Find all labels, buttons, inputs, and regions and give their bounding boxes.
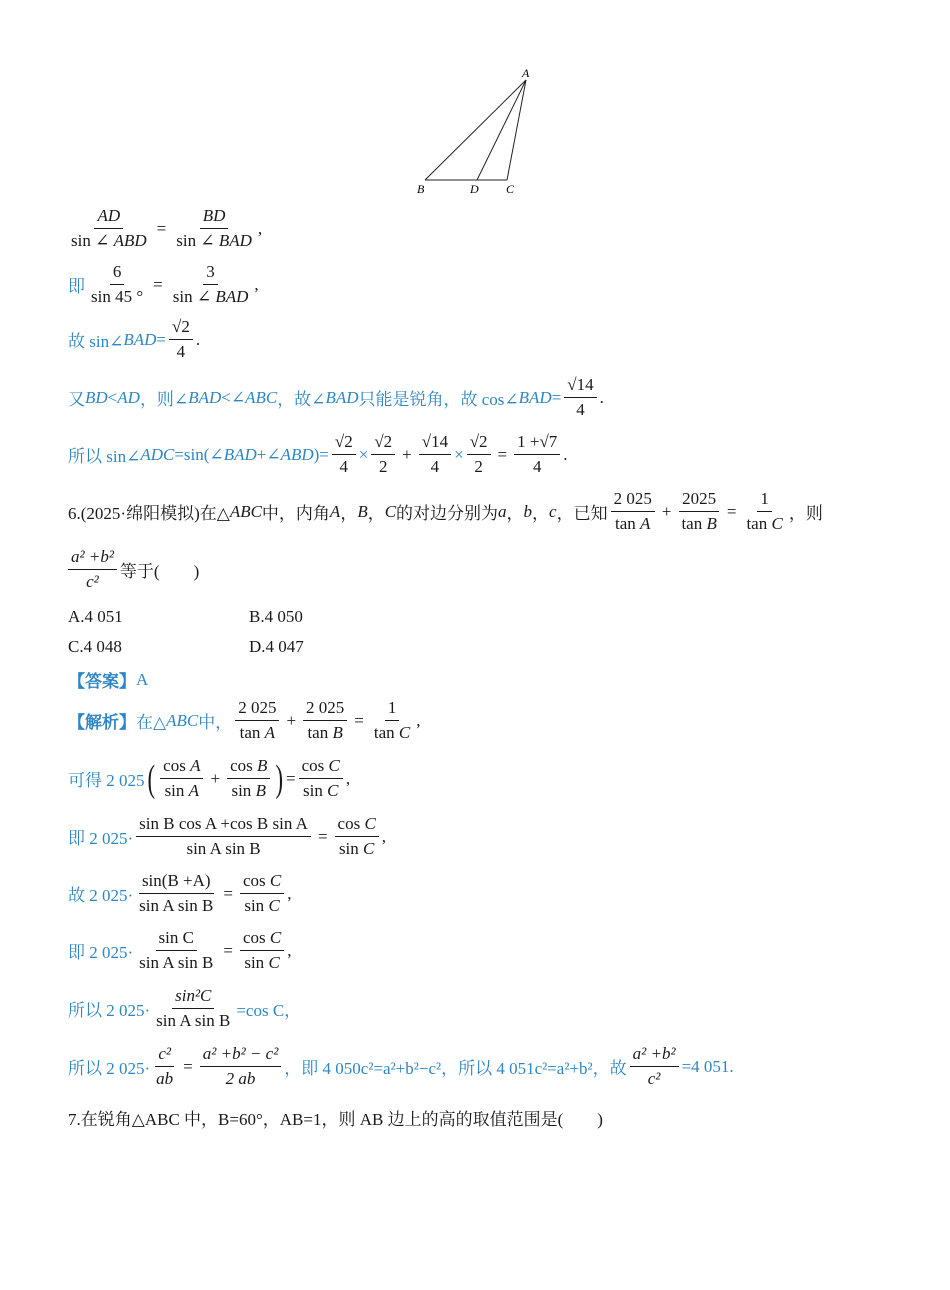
analysis-step-4: 故 2 025· $\frac{\sin(B +A)}{\text{sin A sin B}}$ = $\frac{\text{cos C}}{\text{sin C}}$ ,: [68, 871, 292, 915]
analysis-step-1: 【解析】 在△ ABC 中， $\frac{2 025}{\text{tan A}}$ + $\frac{2 025}{\text{tan B}}$ = $\frac{1}{\text{tan C}}$ ,: [68, 698, 421, 742]
q7-stem: 7.在锐角△ABC 中，B=60°，AB=1，则 AB 边上的高的取值范围是( ): [68, 1110, 603, 1129]
option-a[interactable]: A.4 051: [68, 607, 123, 626]
eq-sine-law: $\frac{AD}{\text{sin ∠ ABD}}$ = $\frac{BD}{\text{sin ∠ BAD}}$ ,: [71, 206, 263, 250]
eq-cos-bad: 又 BD < AD ，则∠ BAD <∠ ABC ，故∠ BAD 只能是锐角，故 cos∠ BAD = $\frac{√14}{4}$ .: [68, 375, 604, 419]
eq-substituted: 即 $\frac{6}{\sin 45 ^\circ}$ = $\frac{3}{\text{sin ∠ BAD}}$ ,: [68, 262, 259, 306]
eq-sin-bad: 故 sin∠ BAD = $\frac{√2}{4}$ .: [68, 317, 201, 361]
answer-line: [68, 667, 148, 692]
side-ad: [477, 80, 526, 180]
option-b[interactable]: B.4 050: [249, 607, 303, 626]
option-c[interactable]: C.4 048: [68, 637, 122, 656]
q6-stem: 6.(2025·绵阳模拟)在△ ABC 中，内角 A ， B ， C 的对边分别为 a ， b ， c ，已知 $\frac{2 025}{\text{tan A}}$ + $\frac{2025}{\text{tan B}}$ = $\frac{1}{\text{tan C}}$ ，则: [68, 489, 823, 533]
label-d: D: [470, 182, 479, 196]
label-c: C: [506, 182, 515, 196]
label-a: A: [522, 66, 530, 80]
side-ac: [507, 80, 526, 180]
label-b: B: [417, 182, 425, 196]
answer-value: A: [136, 669, 149, 689]
analysis-step-7: 所以 2 025· $\frac{\text{c²}}{ab}$ = $\frac{\text{a² +b² − c²}}{2 ab}$ ，即 4 050c²=a²+b²−c²，所以 4 051c²=a²+b²，故 $\frac{\text{a² +b²}}{\text{c²}}$ =4 051.: [68, 1044, 734, 1088]
analysis-step-5: 即 2 025· $\frac{\text{sin C}}{\text{sin A sin B}}$ = $\frac{\text{cos C}}{\text{sin C}}$ ,: [68, 928, 292, 972]
triangle-figure: [410, 62, 550, 200]
answer-tag: 【答案】: [68, 672, 136, 691]
analysis-step-3: 即 2 025· $\frac{\text{sin B cos A +cos B sin A}}{\text{sin A sin B}}$ = $\frac{\text{cos C}}{\text{sin C}}$ ,: [68, 814, 387, 858]
analysis-step-6: 所以 2 025· $\frac{\text{sin²C}}{\text{sin A sin B}}$ =cos C，: [68, 986, 302, 1030]
side-ab: [425, 80, 526, 180]
eq-sin-adc: 所以 sin∠ ADC =sin(∠ BAD +∠ ABD )= $\frac{√2}{4}$ × $\frac{√2}{2}$ + $\frac{√14}{4}$ × $\frac{√2}{2}$ = $\frac{1 +√7}{4}$ .: [68, 432, 568, 476]
analysis-step-2: 可得 2 025 ( $\frac{\text{cos A}}{\text{sin A}}$ + $\frac{\text{cos B}}{\text{sin B}}$ ) = $\frac{\text{cos C}}{\text{sin C}}$ ,: [68, 756, 351, 800]
q6-question: $\frac{\text{a² +b²}}{\text{c²}}$ 等于( ): [68, 546, 199, 593]
option-d[interactable]: D.4 047: [249, 637, 304, 656]
analysis-tag: 【解析】: [68, 713, 136, 732]
